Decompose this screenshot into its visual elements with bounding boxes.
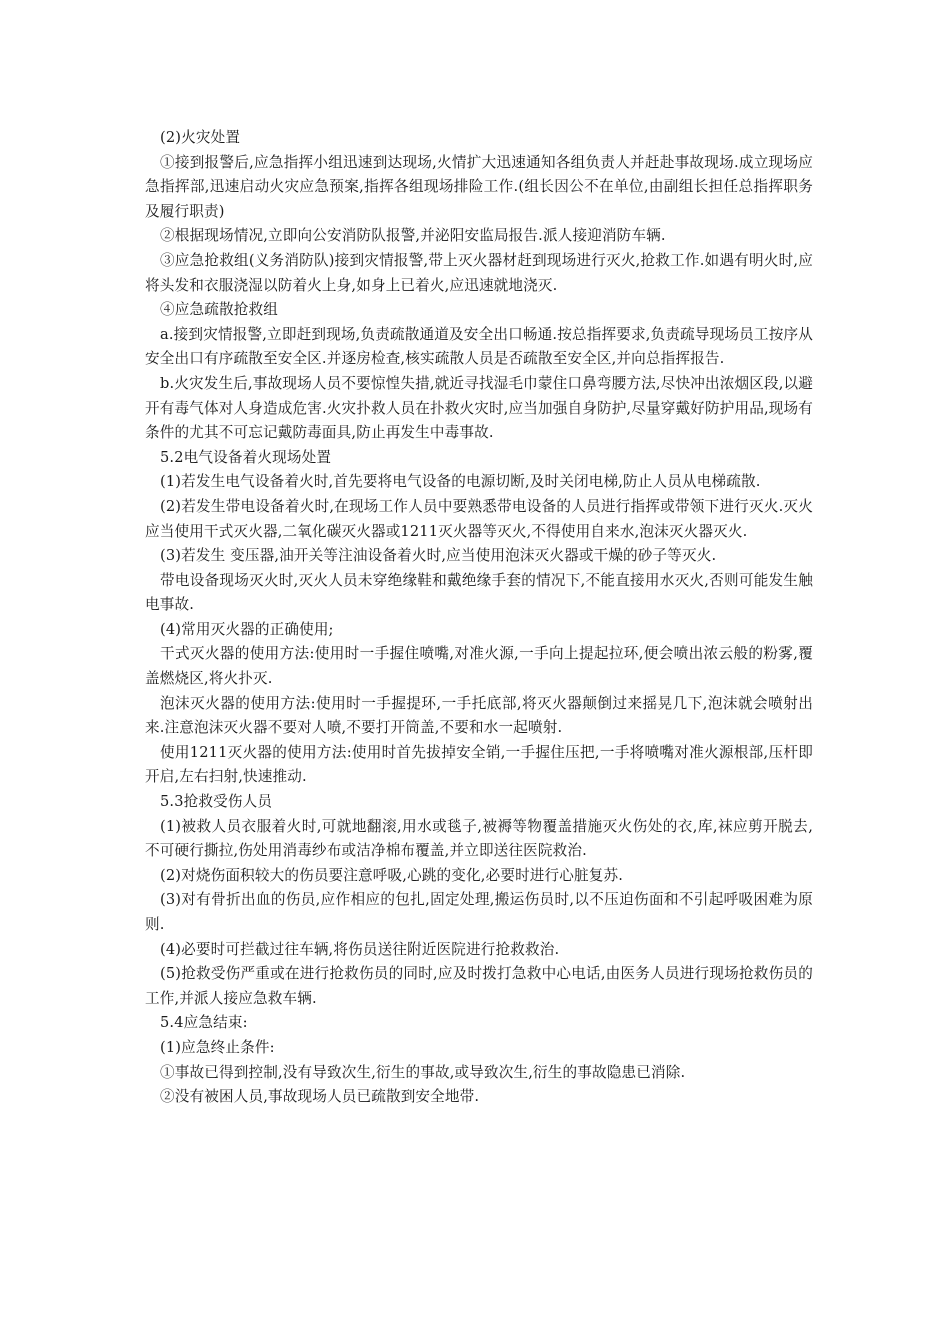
paragraph: ②没有被困人员,事故现场人员已疏散到安全地带. xyxy=(160,1088,480,1106)
paragraph: a.接到灾情报警,立即赶到现场,负责疏散通道及安全出口畅通.按总指挥要求,负责疏导现场员工按序从安全出口有序疏散至安全区.并逐房检查,核实疏散人员是否疏散至安全区,并向总指挥报告. xyxy=(145,325,813,368)
paragraph: 带电设备现场灭火时,灭火人员未穿绝缘鞋和戴绝缘手套的情况下,不能直接用水灭火,否则可能发生触电事故. xyxy=(145,571,813,614)
paragraph: (2)若发生带电设备着火时,在现场工作人员中要熟悉带电设备的人员进行指挥或带领下进行灭火.灭火应当使用干式灭火器,二氧化碳灭火器或1211灭火器等灭火,不得使用自来水,泡沫灭火器灭火. xyxy=(145,497,813,540)
paragraph: (2)对烧伤面积较大的伤员要注意呼吸,心跳的变化,必要时进行心脏复苏. xyxy=(160,866,624,884)
paragraph: ①接到报警后,应急指挥小组迅速到达现场,火情扩大迅速通知各组负责人并赶赴事故现场.成立现场应急指挥部,迅速启动火灾应急预案,指挥各组现场排险工作.(组长因公不在单位,由副组长担任总指挥职务及履行职责) xyxy=(145,153,813,220)
paragraph: ②根据现场情况,立即向公安消防队报警,并泌阳安监局报告.派人接迎消防车辆. xyxy=(160,227,666,245)
section-heading: 5.2电气设备着火现场处置 xyxy=(160,448,332,466)
paragraph: b.火灾发生后,事故现场人员不要惊惶失措,就近寻找湿毛巾蒙住口鼻弯腰方法,尽快冲出浓烟区段,以避开有毒气体对人身造成危害.火灾扑救人员在扑救火灾时,应当加强自身防护,尽量穿戴好防护用品,现场有条件的尤其不可忘记戴防毒面具,防止再发生中毒事故. xyxy=(145,374,813,442)
section-heading: 5.4应急结束: xyxy=(160,1014,248,1032)
paragraph: (4)常用灭火器的正确使用; xyxy=(160,620,334,638)
paragraph: (5)抢救受伤严重或在进行抢救伤员的同时,应及时拨打急救中心电话,由医务人员进行现场抢救伤员的工作,并派人接应急救车辆. xyxy=(145,965,813,1007)
paragraph: ③应急抢救组(义务消防队)接到灾情报警,带上灭火器材赶到现场进行灭火,抢救工作.如遇有明火时,应将头发和衣服浇湿以防着火上身,如身上已着火,应迅速就地浇灭. xyxy=(145,251,813,294)
paragraph: 泡沫灭火器的使用方法:使用时一手握提环,一手托底部,将灭火器颠倒过来摇晃几下,泡沫就会喷射出来.注意泡沫灭火器不要对人喷,不要打开筒盖,不要和水一起喷射. xyxy=(145,694,813,737)
paragraph: (1)被救人员衣服着火时,可就地翻滚,用水或毯子,被褥等物覆盖措施灭火伤处的衣,库,袜应剪开脱去,不可硬行撕拉,伤处用消毒纱布或洁净棉布覆盖,并立即送往医院救治. xyxy=(145,817,813,860)
paragraph: (2)火灾处置 xyxy=(160,129,241,146)
paragraph: 使用1211灭火器的使用方法:使用时首先拔掉安全销,一手握住压把,一手将喷嘴对准火源根部,压杆即开启,左右扫射,快速推动. xyxy=(145,743,813,786)
document-body xyxy=(145,126,813,1110)
paragraph: (3)对有骨折出血的伤员,应作相应的包扎,固定处理,搬运伤员时,以不压迫伤面和不引起呼吸困难为原则. xyxy=(145,891,813,933)
paragraph: 干式灭火器的使用方法:使用时一手握住喷嘴,对准火源,一手向上提起拉环,便会喷出浓云般的粉雾,覆盖燃烧区,将火扑灭. xyxy=(145,645,813,688)
paragraph: ①事故已得到控制,没有导致次生,衍生的事故,或导致次生,衍生的事故隐患已消除. xyxy=(160,1063,686,1081)
paragraph: (4)必要时可拦截过往车辆,将伤员送往附近医院进行抢救救治. xyxy=(160,940,560,958)
paragraph: ④应急疏散抢救组 xyxy=(160,301,278,319)
paragraph: (3)若发生 变压器,油开关等注油设备着火时,应当使用泡沫灭火器或干燥的砂子等灭火. xyxy=(160,547,717,565)
paragraph: (1)应急终止条件: xyxy=(160,1038,275,1056)
paragraph: (1)若发生电气设备着火时,首先要将电气设备的电源切断,及时关闭电梯,防止人员从电梯疏散. xyxy=(160,473,761,491)
section-heading: 5.3抢救受伤人员 xyxy=(160,793,273,811)
